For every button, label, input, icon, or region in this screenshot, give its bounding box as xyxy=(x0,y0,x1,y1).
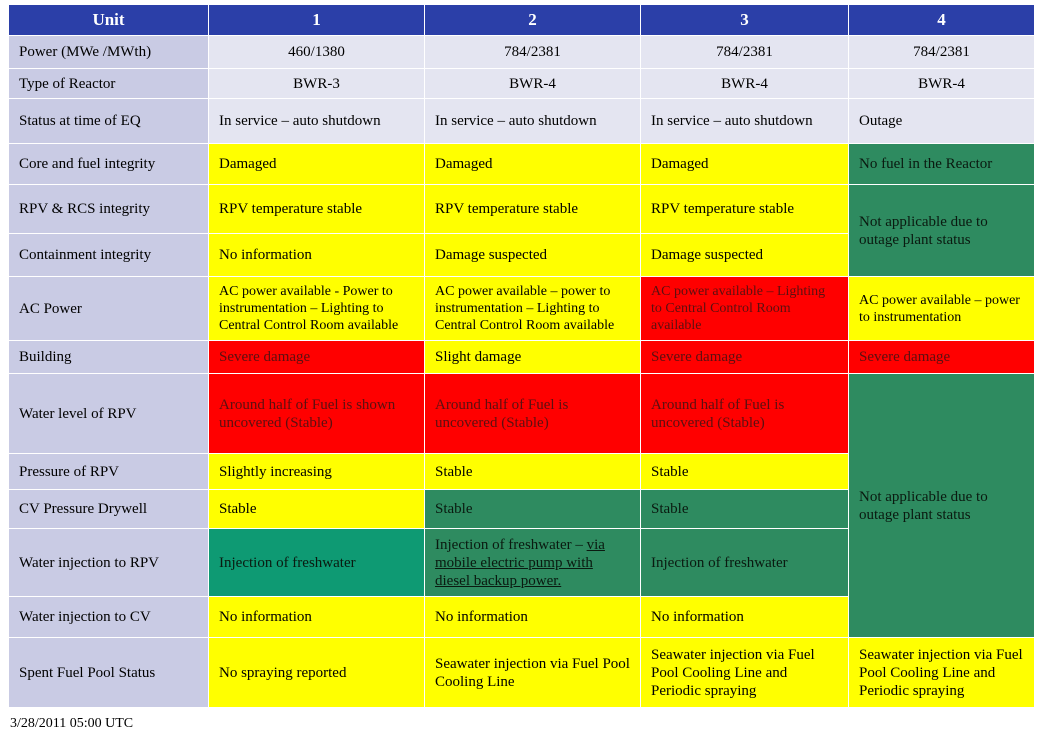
reactor-status-table xyxy=(8,4,1035,708)
row-label: Water injection to RPV xyxy=(9,529,209,597)
cell: No information xyxy=(425,597,641,638)
cell: Severe damage xyxy=(849,341,1035,374)
cell: Stable xyxy=(425,490,641,529)
row-label: Water level of RPV xyxy=(9,374,209,454)
cell: Injection of freshwater xyxy=(209,529,425,597)
cell: Damaged xyxy=(209,144,425,185)
cell: In service – auto shutdown xyxy=(641,99,849,144)
cell: Not applicable due to outage plant status xyxy=(849,374,1035,638)
cell: RPV temperature stable xyxy=(425,185,641,234)
cell: BWR-4 xyxy=(641,69,849,99)
row-label: Containment integrity xyxy=(9,234,209,277)
table-row xyxy=(9,185,1035,234)
table-row xyxy=(9,638,1035,708)
cell: In service – auto shutdown xyxy=(425,99,641,144)
row-label: Core and fuel integrity xyxy=(9,144,209,185)
cell: Stable xyxy=(425,454,641,490)
underlined-text: via mobile electric pump with diesel backup power. xyxy=(435,536,605,589)
cell: Stable xyxy=(209,490,425,529)
table-row xyxy=(9,277,1035,341)
cell: 784/2381 xyxy=(641,36,849,69)
cell: Injection of freshwater xyxy=(641,529,849,597)
table-row xyxy=(9,144,1035,185)
cell: No spraying reported xyxy=(209,638,425,708)
table-row xyxy=(9,69,1035,99)
cell: Not applicable due to outage plant status xyxy=(849,185,1035,277)
cell: Around half of Fuel is uncovered (Stable) xyxy=(641,374,849,454)
cell: Slight damage xyxy=(425,341,641,374)
cell: 784/2381 xyxy=(425,36,641,69)
header-row xyxy=(9,5,1035,36)
row-label: Spent Fuel Pool Status xyxy=(9,638,209,708)
cell: BWR-4 xyxy=(425,69,641,99)
unit-header: Unit xyxy=(9,5,209,36)
cell: Damaged xyxy=(641,144,849,185)
cell: BWR-4 xyxy=(849,69,1035,99)
cell: Seawater injection via Fuel Pool Cooling Line and Periodic spraying xyxy=(641,638,849,708)
cell: BWR-3 xyxy=(209,69,425,99)
cell: Stable xyxy=(641,490,849,529)
table-row xyxy=(9,36,1035,69)
cell: No fuel in the Reactor xyxy=(849,144,1035,185)
cell: Seawater injection via Fuel Pool Cooling Line xyxy=(425,638,641,708)
cell-text: Injection of freshwater – xyxy=(435,536,583,553)
timestamp-footer: 3/28/2011 05:00 UTC xyxy=(10,716,134,731)
cell: AC power available - Power to instrumentation – Lighting to Central Control Room available xyxy=(209,277,425,341)
unit-1-header: 1 xyxy=(209,5,425,36)
unit-2-header: 2 xyxy=(425,5,641,36)
cell: Slightly increasing xyxy=(209,454,425,490)
table-row xyxy=(9,341,1035,374)
cell: Around half of Fuel is uncovered (Stable) xyxy=(425,374,641,454)
cell: AC power available – Lighting to Central Control Room available xyxy=(641,277,849,341)
cell: 784/2381 xyxy=(849,36,1035,69)
table-row xyxy=(9,374,1035,454)
row-label: Power (MWe /MWth) xyxy=(9,36,209,69)
cell: AC power available – power to instrumentation – Lighting to Central Control Room available xyxy=(425,277,641,341)
cell: No information xyxy=(209,597,425,638)
cell: 460/1380 xyxy=(209,36,425,69)
cell: Outage xyxy=(849,99,1035,144)
unit-4-header: 4 xyxy=(849,5,1035,36)
row-label: RPV & RCS integrity xyxy=(9,185,209,234)
cell: Severe damage xyxy=(641,341,849,374)
cell: Seawater injection via Fuel Pool Cooling Line and Periodic spraying xyxy=(849,638,1035,708)
cell: Around half of Fuel is shown uncovered (Stable) xyxy=(209,374,425,454)
cell: AC power available – power to instrumentation xyxy=(849,277,1035,341)
unit-3-header: 3 xyxy=(641,5,849,36)
row-label: CV Pressure Drywell xyxy=(9,490,209,529)
row-label: Status at time of EQ xyxy=(9,99,209,144)
cell: Damage suspected xyxy=(641,234,849,277)
cell xyxy=(425,529,641,597)
row-label: Building xyxy=(9,341,209,374)
table-row xyxy=(9,99,1035,144)
row-label: Water injection to CV xyxy=(9,597,209,638)
row-label: AC Power xyxy=(9,277,209,341)
cell: RPV temperature stable xyxy=(641,185,849,234)
cell: Damaged xyxy=(425,144,641,185)
cell: In service – auto shutdown xyxy=(209,99,425,144)
cell: No information xyxy=(641,597,849,638)
cell: Stable xyxy=(641,454,849,490)
row-label: Pressure of RPV xyxy=(9,454,209,490)
cell: RPV temperature stable xyxy=(209,185,425,234)
cell: Damage suspected xyxy=(425,234,641,277)
cell: No information xyxy=(209,234,425,277)
cell: Severe damage xyxy=(209,341,425,374)
row-label: Type of Reactor xyxy=(9,69,209,99)
